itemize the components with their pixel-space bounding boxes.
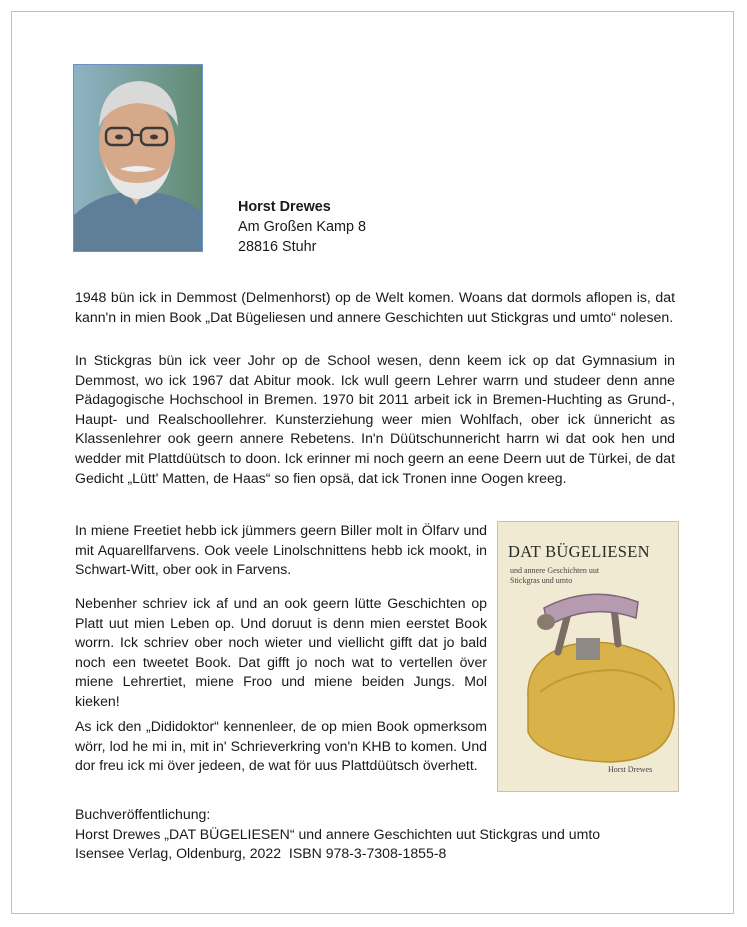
publication-line-1: Horst Drewes „DAT BÜGELIESEN“ und annere Geschichten uut Stickgras und umto (75, 825, 601, 842)
paragraph-dididoktor: As ick den „Dididoktor“ kennenleer, de op mien Book opmerksom wörr, lod he mi in, mit in' Schrieverkring von'n KHB to komen. Und dor freu ick mi över jedeen, de wat för uus Plattdüütsch överhett. (75, 718, 487, 774)
paragraph-birth: 1948 bün ick in Demmost (Delmenhorst) op de Welt komen. Woans dat dormols aflopen is, dat kann'n in mien Book „Dat Bügeliesen und annere Geschichten uut Stickgras und umto“ nolesen. (75, 289, 675, 325)
publication-line-2: Isensee Verlag, Oldenburg, 2022 ISBN 978-3-7308-1855-8 (75, 845, 447, 862)
book-cover (497, 521, 679, 792)
portrait-image (74, 65, 203, 252)
street-address: Am Großen Kamp 8 (238, 219, 366, 235)
contact-block (238, 197, 366, 257)
paragraph-writing: Nebenher schriev ick af und an ook geern lütte Geschichten op Platt uut mien Leben op. Und doruut is denn mien eerstet Book worrn. Ick schriev ober noch wieter und viellicht gifft dat jo bald noch een tweetet Book. Dat gifft jo noch wat to vertellen över miene Lehrertiet, miene Froo und miene beiden Jungs. Mol kieken! (75, 595, 487, 709)
author-photo (73, 64, 203, 252)
flat-iron-illustration (498, 582, 679, 767)
publication-heading: Buchveröffentlichung: (75, 806, 211, 822)
book-cover-author: Horst Drewes (608, 765, 653, 774)
publication-info (75, 805, 600, 864)
paragraph-hobbies: In miene Freetiet hebb ick jümmers geern Biller molt in Ölfarv und mit Aquarellfarvens. Ook veele Linolschnittens hebb ick mookt, in Schwart-Witt, ober ook in Farvens. (75, 522, 487, 578)
book-cover-subtitle: und annere Geschichten uut Stickgras und umto (510, 566, 600, 585)
book-cover-title: DAT BÜGELIESEN (508, 542, 650, 561)
city-address: 28816 Stuhr (238, 239, 317, 255)
paragraph-career: In Stickgras bün ick veer Johr op de School wesen, denn keem ick op dat Gymnasium in Demmost, wo ick 1967 dat Abitur mook. Ick wull geern Lehrer warrn und studeer denn anne Pädagogische Hochschool in Bremen. 1970 bit 2011 arbeit ick in Bremen-Huchting as Grund-, Haupt- und Realschoollehrer. Kunsterziehung weer mien Wohlfach, ober ick ünnericht as Klassenlehrer ook geern annere Rebetens. In'n Düütschunnericht harrn wi dat ook hen und wedder mit Plattdüütsch to doon. Ick erinner mi noch geern an eene Deern uut de Türkei, de dat Gedicht „Lütt' Matten, de Haas“ so fien opsä, dat ick Tronen inne Oogen kreeg. (75, 352, 675, 486)
author-name: Horst Drewes (238, 199, 331, 215)
